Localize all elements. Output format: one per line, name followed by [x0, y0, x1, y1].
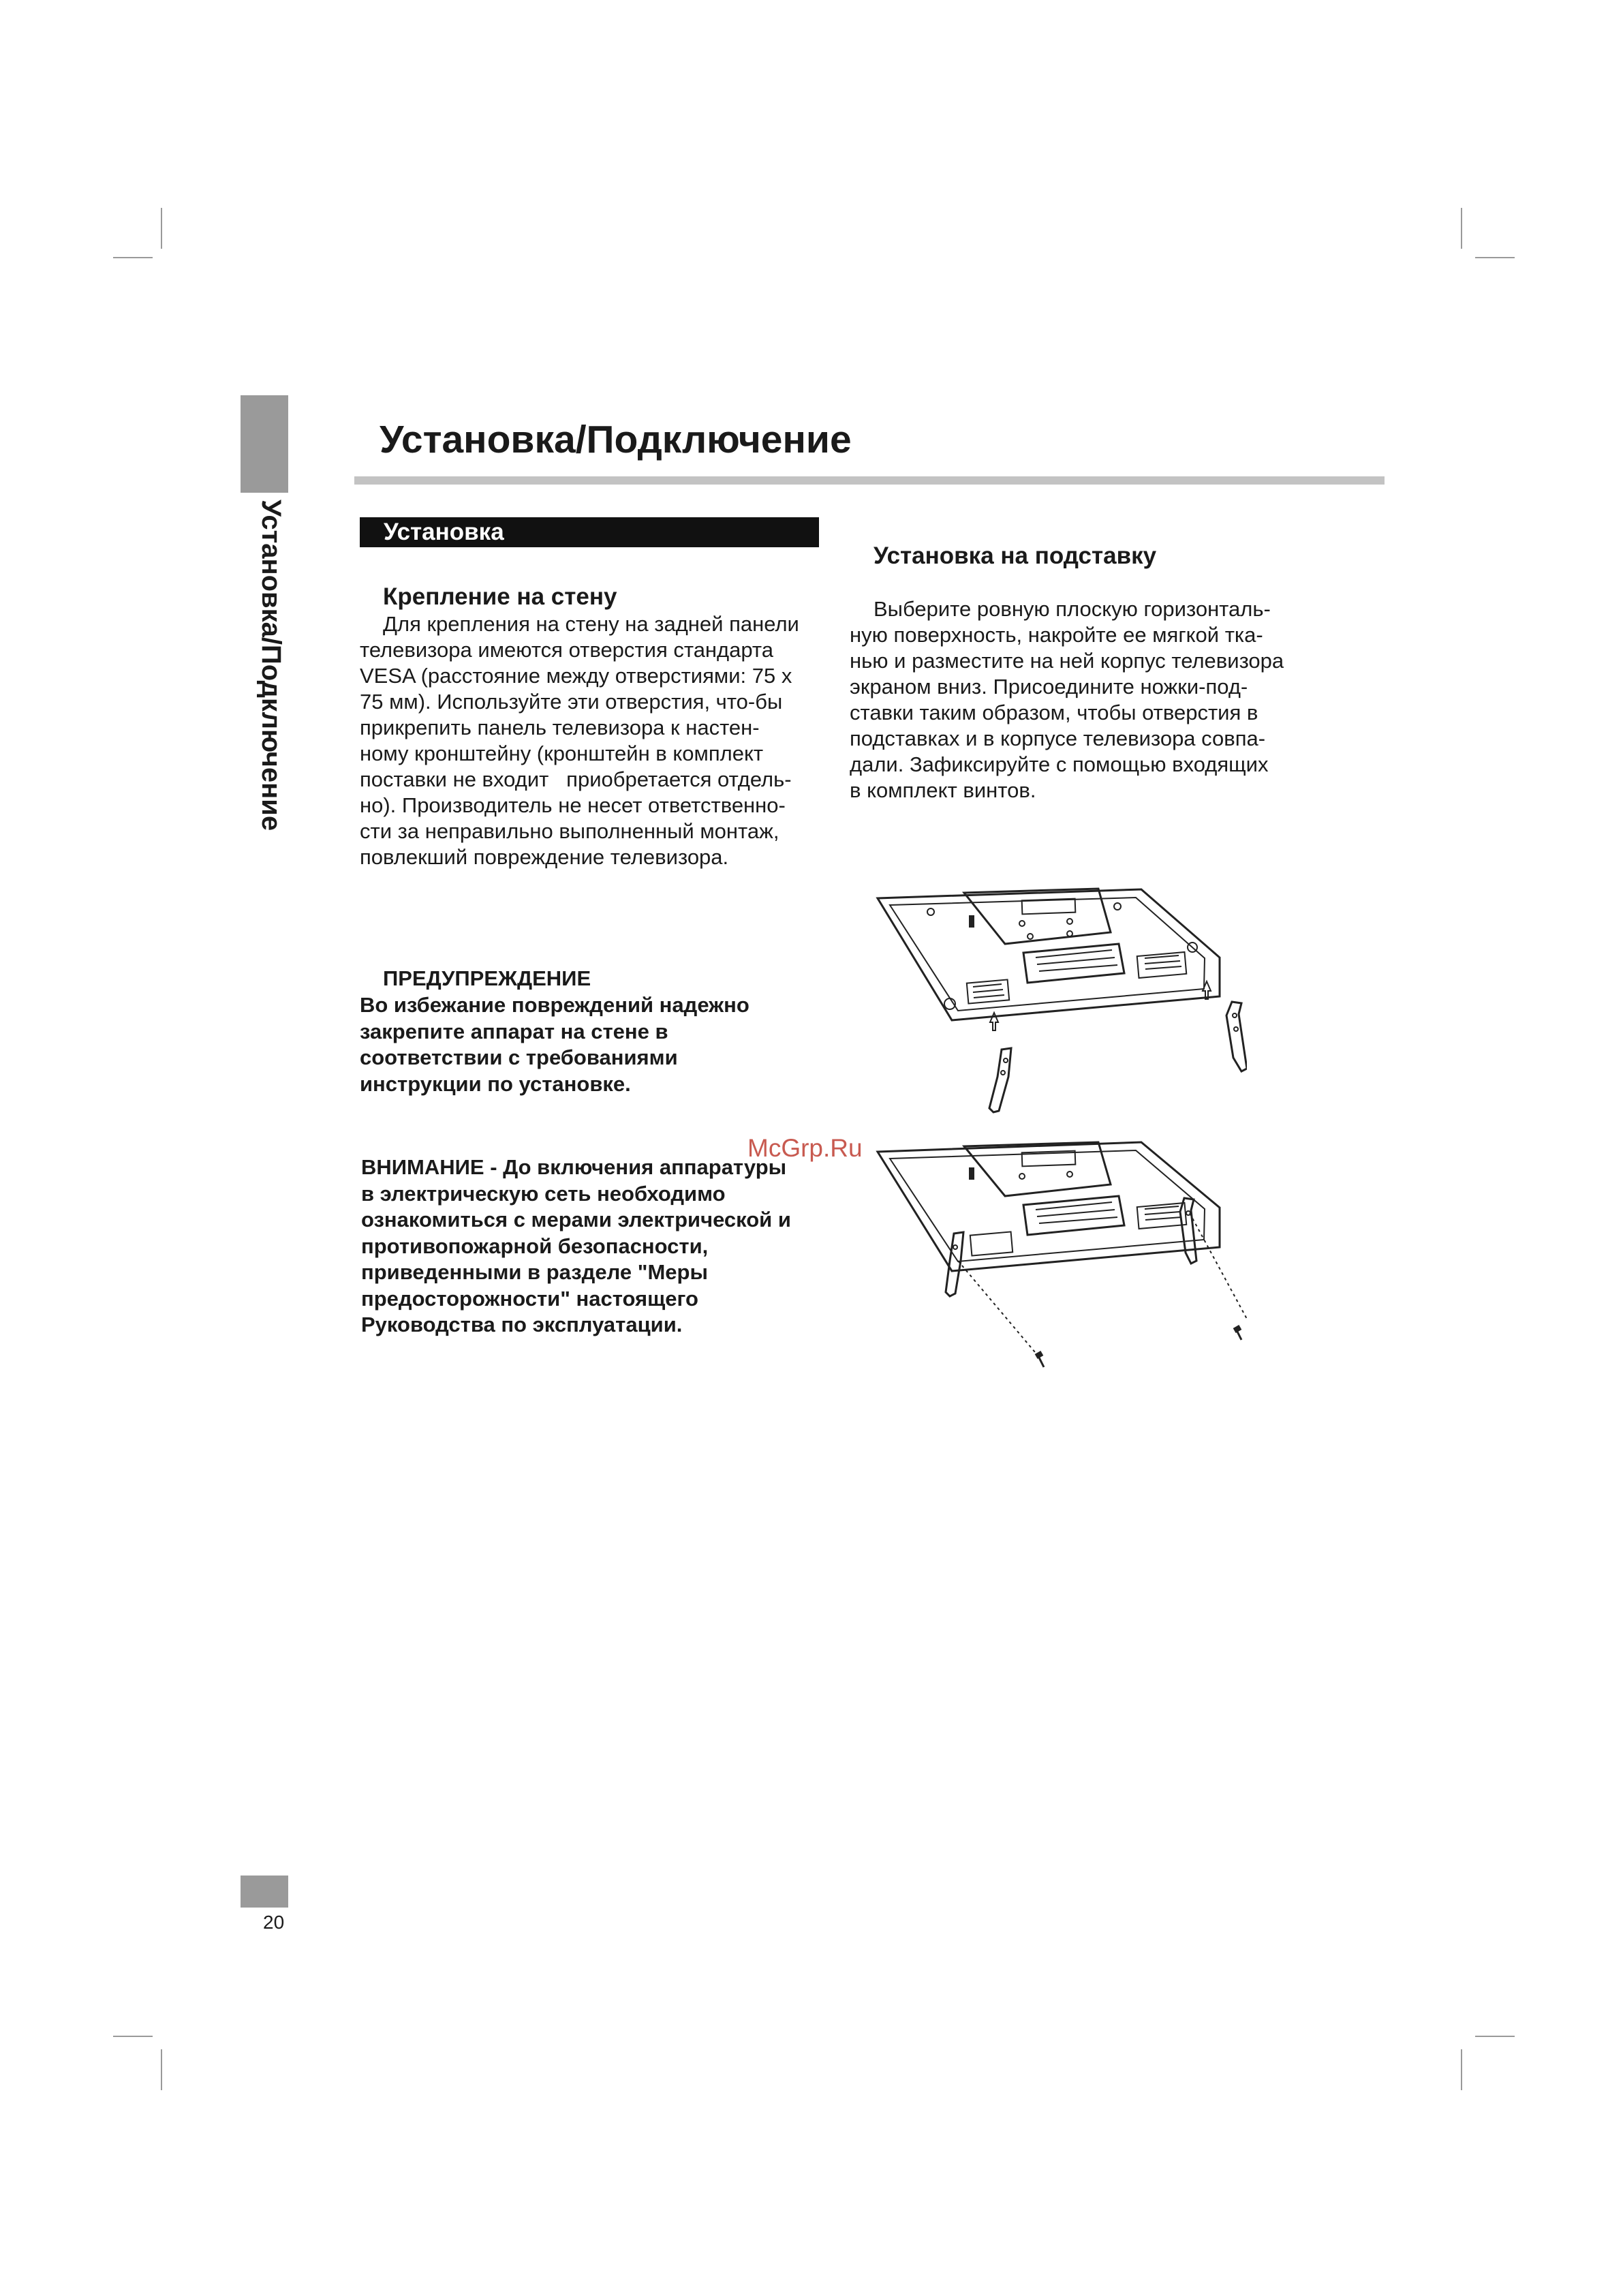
text-line: VESA (расстояние между отверстиями: 75 x [360, 664, 792, 688]
text-line: но). Производитель не несет ответственно- [360, 793, 786, 817]
side-vertical-title: Установка/Подключение [256, 500, 286, 831]
wall-mount-text [360, 611, 799, 870]
text-line: телевизора имеются отверстия стандарта [360, 638, 774, 662]
crop-mark [113, 257, 153, 258]
page-number-tab [241, 1876, 288, 1908]
text-line: в комплект винтов. [850, 778, 1036, 802]
text-line: 75 мм). Используйте эти отверстия, что-бы [360, 690, 783, 714]
text-line: противопожарной безопасности, [361, 1234, 709, 1258]
side-tab-marker [241, 395, 288, 493]
text-line: поставки не входит приобретается отдель- [360, 767, 792, 791]
crop-mark [1461, 2049, 1462, 2090]
text-line: ставки таким образом, чтобы отверстия в [850, 701, 1258, 724]
text-line: дали. Зафиксируйте с помощью входящих [850, 752, 1269, 776]
text-line: соответствии с требованиями [360, 1045, 678, 1069]
text-line: Выберите ровную плоскую горизонталь- [874, 597, 1271, 621]
text-line: нью и разместите на ней корпус телевизора [850, 649, 1284, 673]
text-line: ознакомиться с мерами электрической и [361, 1208, 791, 1231]
text-line: в электрическую сеть необходимо [361, 1181, 726, 1206]
text-line: экраном вниз. Присоедините ножки-под- [850, 675, 1248, 699]
crop-mark [113, 2036, 153, 2037]
page-number: 20 [263, 1912, 285, 1933]
crop-mark [1461, 208, 1462, 249]
crop-mark [161, 208, 162, 249]
section-label-bar: Установка [360, 517, 819, 547]
text-line: инструкции по установке. [360, 1071, 631, 1096]
crop-mark [161, 2049, 162, 2090]
text-line: закрепите аппарат на стене в [360, 1019, 668, 1043]
text-line: повлекший повреждение телевизора. [360, 845, 729, 869]
stand-text [850, 596, 1284, 803]
text-line: Руководства по эксплуатации. [361, 1313, 683, 1336]
caution-text [361, 1154, 791, 1338]
text-line: Во избежание повреждений надежно [360, 993, 749, 1017]
page-title: Установка/Подключение [380, 418, 852, 461]
stand-installation-illustration [865, 879, 1247, 1383]
text-line: ному кронштейну (кронштейн в комплект [360, 741, 764, 765]
crop-mark [1475, 2036, 1515, 2037]
title-divider [354, 476, 1385, 485]
tv-back-bottom [878, 1142, 1220, 1296]
text-line: предосторожности" настоящего [361, 1286, 698, 1311]
watermark: McGrp.Ru [747, 1134, 863, 1162]
crop-mark [1475, 257, 1515, 258]
text-line: прикрепить панель телевизора к настен- [360, 716, 760, 739]
wall-mount-heading: Крепление на стену [383, 583, 617, 610]
warning-heading: ПРЕДУПРЕЖДЕНИЕ [383, 966, 591, 990]
text-line: ВНИМАНИЕ - До включения аппаратуры [361, 1155, 787, 1179]
text-line: сти за неправильно выполненный монтаж, [360, 819, 779, 843]
text-line: подставках и в корпусе телевизора совпа- [850, 726, 1266, 750]
stand-leg [989, 1048, 1011, 1112]
warning-text [360, 992, 749, 1097]
tv-back-top [878, 889, 1220, 1020]
stand-leg [1226, 1002, 1247, 1071]
text-line: ную поверхность, накройте ее мягкой тка- [850, 623, 1263, 647]
text-line: приведенными в разделе "Меры [361, 1260, 708, 1284]
screw-icon [1233, 1325, 1242, 1340]
stand-heading: Установка на подставку [874, 542, 1157, 569]
screw-icon [1035, 1351, 1044, 1367]
text-line: Для крепления на стену на задней панели [383, 612, 799, 636]
